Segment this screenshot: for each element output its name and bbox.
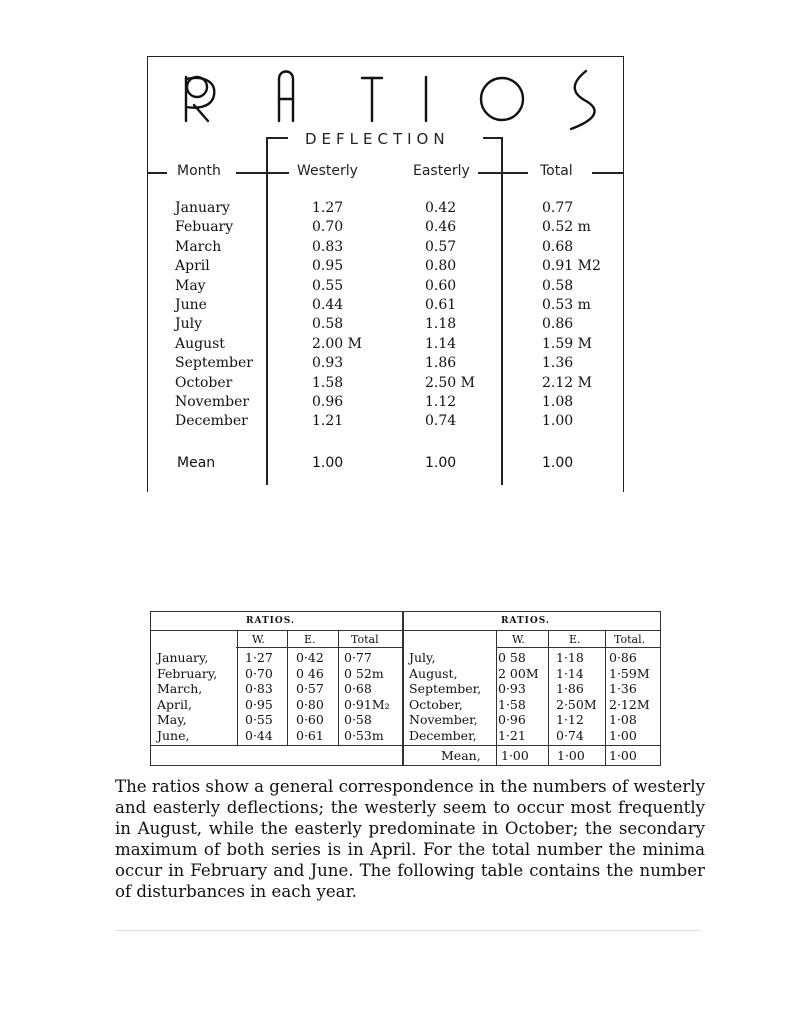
scan-right-row-e: 1·86 [556, 681, 584, 697]
top-row-easterly: 2.50 M [425, 374, 475, 391]
scan-header-w-right: W. [512, 633, 525, 646]
scan-left-row-month: June, [157, 728, 190, 743]
scan-right-row-w: 1·21 [498, 728, 526, 743]
scan-left-row-e: 0·57 [296, 681, 324, 697]
scan-header-total-left: Total [351, 633, 379, 646]
scan-right-row-e: 1·14 [556, 665, 584, 681]
scan-right-row-month: December, [409, 728, 477, 743]
scan-rule-header-left [236, 647, 402, 648]
top-row-month: November [175, 394, 250, 410]
ratios-table-original [150, 611, 661, 766]
scan-right-row-w: 0·96 [498, 712, 526, 728]
scan-left-row-month: April, [157, 696, 192, 712]
top-row-month: May [175, 277, 206, 294]
scan-vline-2 [287, 631, 288, 745]
scan-header-e-left: E. [304, 633, 316, 646]
scan-left-row-t: 0·53m [344, 728, 384, 743]
top-row-month: Febuary [175, 219, 234, 236]
scan-right-row-w: 2 00M [498, 665, 539, 681]
header-line-2 [236, 172, 289, 174]
scan-left-row-e: 0·60 [296, 712, 324, 728]
scan-left-row-w: 0·95 [245, 696, 273, 712]
top-row-westerly: 0.95 [312, 258, 344, 275]
scan-right-row-e: 0·74 [556, 728, 584, 743]
scan-header-w-left: W. [252, 633, 265, 646]
header-total: Total [540, 163, 573, 179]
mean-easterly: 1.00 [425, 455, 457, 471]
bracket-top-left [266, 137, 288, 139]
scan-right-row-t: 2·12M [609, 696, 650, 712]
top-row-month: September [175, 355, 253, 372]
scan-left-row-t: 0·77 [344, 650, 372, 665]
scan-left-row-e: 0·42 [296, 650, 324, 665]
top-row-easterly: 0.80 [425, 258, 457, 275]
deflection-header: DEFLECTION [305, 130, 450, 148]
mean-total: 1.00 [542, 455, 574, 471]
scan-left-row-w: 0·44 [245, 728, 273, 743]
scan-right-row-t: 1·36 [609, 681, 637, 697]
scan-left-row-w: 0·83 [245, 681, 273, 697]
header-line-3 [478, 172, 528, 174]
top-row-total: 1.59 M [542, 335, 592, 352]
header-easterly: Easterly [413, 163, 470, 179]
top-row-westerly: 0.93 [312, 355, 344, 372]
top-row-easterly: 0.74 [425, 413, 457, 430]
mean-westerly: 1.00 [312, 455, 344, 471]
scan-vline-3 [338, 631, 339, 745]
scan-center-divider [402, 612, 404, 765]
scan-left-row-month: February, [157, 665, 218, 681]
scan-left-row-month: January, [157, 650, 209, 665]
header-line-1 [147, 172, 167, 174]
scan-vline-4 [496, 631, 497, 765]
scan-left-row-t: 0·58 [344, 712, 372, 728]
scan-left-row-e: 0·80 [296, 696, 324, 712]
scan-right-row-t: 1·00 [609, 728, 637, 743]
scan-right-row-t: 1·59M [609, 665, 650, 681]
scan-left-row-month: March, [157, 681, 203, 697]
top-row-total: 0.53 m [542, 297, 591, 313]
top-row-total: 1.36 [542, 355, 574, 372]
scan-left-row-t: 0·68 [344, 681, 372, 697]
top-row-total: 0.58 [542, 277, 574, 294]
top-row-total: 0.91 M2 [542, 258, 601, 275]
scan-left-row-w: 1·27 [245, 650, 273, 665]
header-line-4 [592, 172, 624, 174]
top-row-westerly: 0.44 [312, 297, 344, 313]
top-row-westerly: 0.96 [312, 394, 344, 410]
scan-rule-top [151, 630, 660, 631]
scan-right-row-month: November, [409, 712, 478, 728]
scan-left-row-w: 0·70 [245, 665, 273, 681]
scan-right-row-t: 0·86 [609, 650, 637, 665]
top-row-month: October [175, 374, 233, 391]
top-row-westerly: 1.21 [312, 413, 344, 430]
top-row-westerly: 2.00 M [312, 335, 362, 352]
top-row-total: 2.12 M [542, 374, 592, 391]
divider-westerly-left [266, 137, 268, 485]
top-row-month: December [175, 413, 248, 430]
top-row-month: April [175, 258, 210, 275]
top-row-easterly: 0.46 [425, 219, 457, 236]
bracket-top-right [483, 137, 502, 139]
top-row-westerly: 0.58 [312, 316, 344, 333]
body-paragraph: The ratios show a general correspondence in the numbers of westerly and easterly deflections; the westerly seem to occur most frequently in August, while the easterly predominate in October; the secondary maximum of both series is in April. For the total number the minima occur in February and June. The following table contains the number of disturbances in each year. [115, 777, 705, 901]
scan-left-row-w: 0·55 [245, 712, 273, 728]
scan-left-row-e: 0 46 [296, 665, 324, 681]
mean-label: Mean [177, 455, 216, 471]
top-row-easterly: 1.86 [425, 355, 457, 372]
top-row-easterly: 1.18 [425, 316, 457, 333]
scan-left-row-t: 0 52m [344, 665, 384, 681]
scan-rule-header-right [496, 647, 660, 648]
top-row-month: August [175, 335, 225, 352]
scan-right-row-e: 1·12 [556, 712, 584, 728]
scan-vline-5 [548, 631, 549, 765]
top-row-westerly: 0.55 [312, 277, 344, 294]
scan-header-e-right: E. [569, 633, 581, 646]
scan-left-row-t: 0·91M₂ [344, 696, 390, 712]
scan-vline-6 [605, 631, 606, 765]
scan-mean-label: Mean, [441, 748, 481, 763]
scan-vline-1 [237, 631, 238, 745]
top-row-easterly: 0.57 [425, 238, 457, 255]
scan-left-row-e: 0·61 [296, 728, 324, 743]
scan-right-row-w: 0·93 [498, 681, 526, 697]
scan-right-row-month: September, [409, 681, 482, 697]
top-row-total: 0.77 [542, 200, 574, 216]
scan-right-row-month: October, [409, 696, 463, 712]
top-row-month: July [175, 316, 203, 333]
scan-header-total-right: Total. [614, 633, 646, 646]
faint-rule [115, 930, 700, 931]
top-row-easterly: 0.60 [425, 277, 457, 294]
scan-right-row-t: 1·08 [609, 712, 637, 728]
top-row-total: 0.52 m [542, 219, 591, 236]
top-row-westerly: 1.58 [312, 374, 344, 391]
top-row-total: 0.86 [542, 316, 574, 333]
top-row-month: March [175, 238, 222, 255]
caption-left: RATIOS. [246, 616, 296, 626]
divider-easterly-right [501, 137, 503, 485]
scan-right-row-month: August, [409, 665, 458, 681]
top-row-month: January [175, 200, 230, 216]
scan-mean-t: 1·00 [609, 748, 637, 763]
top-row-total: 0.68 [542, 238, 574, 255]
scan-right-row-e: 1·18 [556, 650, 584, 665]
scan-mean-e: 1·00 [557, 748, 585, 763]
scan-mean-w: 1·00 [501, 748, 529, 763]
top-row-month: June [175, 297, 207, 313]
header-month: Month [177, 163, 221, 179]
top-row-westerly: 0.70 [312, 219, 344, 236]
scan-rule-mean [151, 745, 660, 746]
header-westerly: Westerly [297, 163, 358, 179]
top-row-westerly: 1.27 [312, 200, 344, 216]
scan-right-row-w: 1·58 [498, 696, 526, 712]
ratios-title-art [148, 57, 623, 137]
top-row-easterly: 0.42 [425, 200, 457, 216]
top-row-westerly: 0.83 [312, 238, 344, 255]
top-row-total: 1.00 [542, 413, 574, 430]
scan-right-row-w: 0 58 [498, 650, 526, 665]
top-row-total: 1.08 [542, 394, 574, 410]
scan-right-row-e: 2·50M [556, 696, 597, 712]
caption-right: RATIOS. [501, 616, 551, 626]
scan-left-row-month: May, [157, 712, 187, 728]
top-row-easterly: 1.14 [425, 335, 457, 352]
top-row-easterly: 1.12 [425, 394, 457, 410]
scan-right-row-month: July, [409, 650, 436, 665]
top-row-easterly: 0.61 [425, 297, 457, 313]
